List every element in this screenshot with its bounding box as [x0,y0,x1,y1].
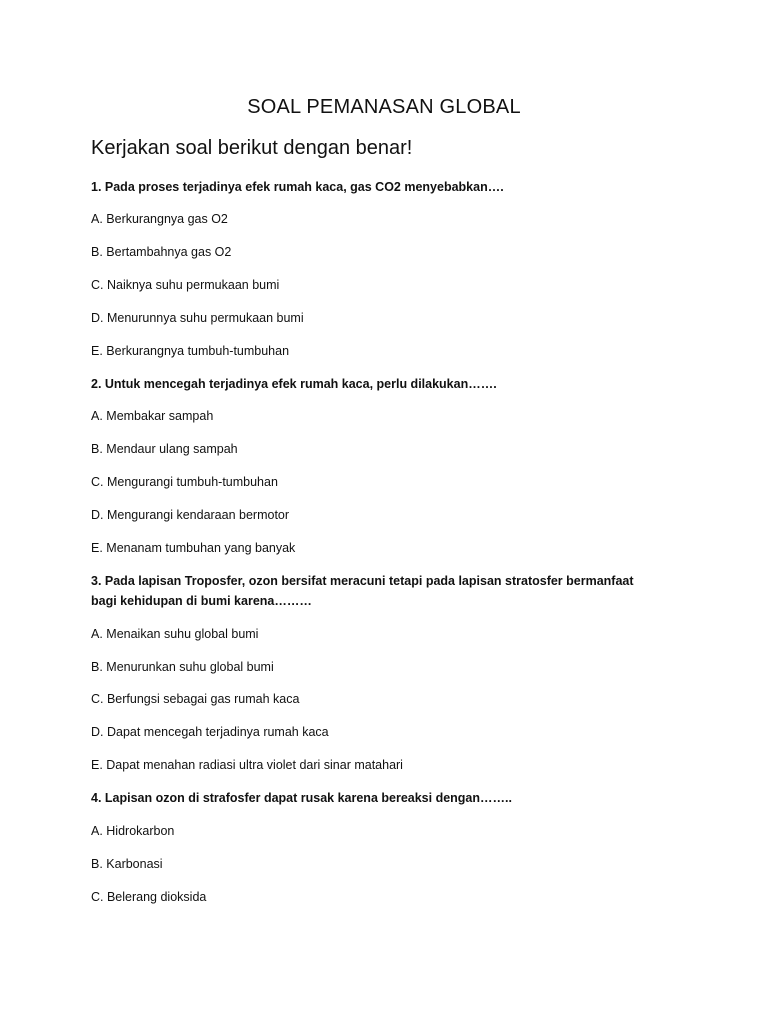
question-1: 1. Pada proses terjadinya efek rumah kaca, gas CO2 menyebabkan…. [91,180,504,194]
document-title: SOAL PEMANASAN GLOBAL [247,96,521,118]
question-3-option-b: B. Menurunkan suhu global bumi [91,660,274,674]
instruction-text: Kerjakan soal berikut dengan benar! [91,137,413,159]
question-1-option-d: D. Menurunnya suhu permukaan bumi [91,311,304,325]
question-2-option-b: B. Mendaur ulang sampah [91,442,238,456]
question-2-option-c: C. Mengurangi tumbuh-tumbuhan [91,475,278,489]
question-4: 4. Lapisan ozon di strafosfer dapat rusak karena bereaksi dengan…….. [91,791,512,805]
question-4-option-b: B. Karbonasi [91,857,163,871]
question-1-option-b: B. Bertambahnya gas O2 [91,245,232,259]
question-1-option-a: A. Berkurangnya gas O2 [91,212,228,226]
question-2-option-a: A. Membakar sampah [91,409,214,423]
question-4-option-c: C. Belerang dioksida [91,890,207,904]
question-3: 3. Pada lapisan Troposfer, ozon bersifat meracuni tetapi pada lapisan stratosfer bermanfaat bagi kehidupan di bumi karena……… [91,574,634,608]
question-3-option-a: A. Menaikan suhu global bumi [91,627,259,641]
question-3-option-c: C. Berfungsi sebagai gas rumah kaca [91,692,300,706]
question-2: 2. Untuk mencegah terjadinya efek rumah kaca, perlu dilakukan……. [91,377,497,391]
question-1-option-e: E. Berkurangnya tumbuh-tumbuhan [91,344,290,358]
question-3-option-d: D. Dapat mencegah terjadinya rumah kaca [91,725,329,739]
question-1-option-c: C. Naiknya suhu permukaan bumi [91,278,280,292]
question-3-option-e: E. Dapat menahan radiasi ultra violet dari sinar matahari [91,758,403,772]
question-2-option-e: E. Menanam tumbuhan yang banyak [91,541,296,555]
question-4-option-a: A. Hidrokarbon [91,824,175,838]
question-2-option-d: D. Mengurangi kendaraan bermotor [91,508,290,522]
